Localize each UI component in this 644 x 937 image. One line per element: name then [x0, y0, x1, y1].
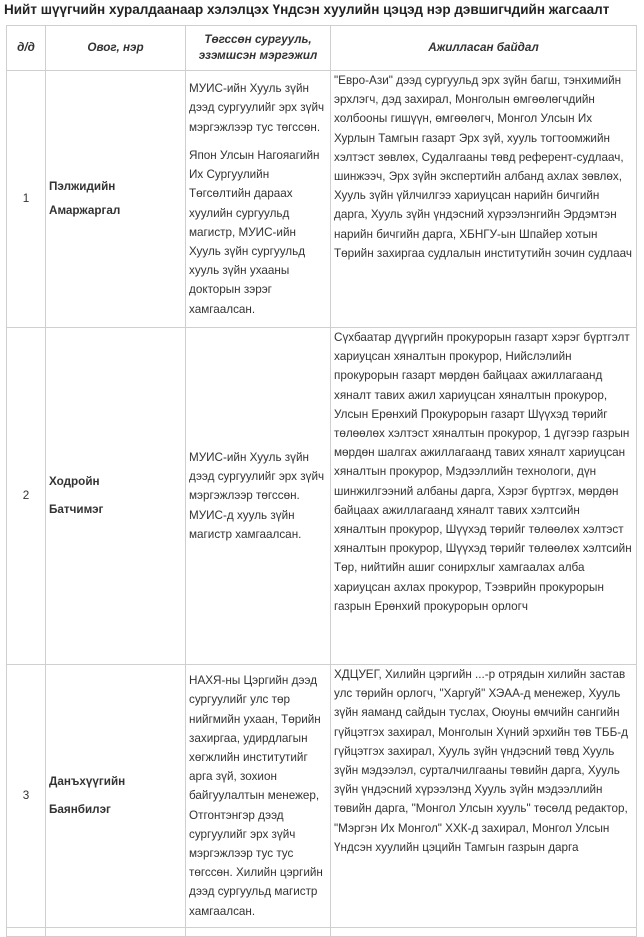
header-number: д/д — [7, 26, 46, 71]
candidate-name — [46, 328, 186, 665]
header-education: Төгссөн сургууль, эзэмшсэн мэргэжил — [186, 26, 331, 71]
table-row — [7, 71, 637, 328]
candidate-surname: Пэлжидийн — [49, 180, 116, 193]
education-text: МУИС-ийн Хууль зүйн дээд сургуулийг эрх зүйч мэргэжлээр тус төгссөн. — [189, 82, 325, 134]
candidate-given-name: Батчимэг — [49, 503, 104, 516]
header-name: Овог, нэр — [46, 26, 186, 71]
candidate-name — [46, 665, 186, 928]
work-history-text: Сүхбаатар дүүргийн прокурорын газарт хэрэг бүртгэлт хариуцсан хяналтын прокурор, Нийслэлийн прокурорын газарт мөрдөн байцаах ажиллагаанд хяналт тавих ажил хариуцсан хяналтын прокурор, Улсын Ерөнхий Прокурорын газарт Шүүхэд төрийг төлөөлөх хэлтэст хяналтын прокурор, 1 дүгээр газрын мөрдөн шалгах ажиллагаанд тавих хяналт хариуцсан хяналтын прокурор, Мэдээллийн технологи, дүн шинжилгээний албаны дарга, Хэрэг бүртгэх, мөрдөн байцаах ажиллагаанд хяналт тавих хэлтсийн хяналтын прокурор, Шүүхэд төрийг төлөөлөх хэлтэст хяналтын прокурор, Шүүхэд төрийг төлөөлөх хэлтсийн Төр, нийтийн ашиг сонирхлыг хамгаалах алба хариуцсан ахлах прокурор, Тээврийн прокурорын газрын Ерөнхий прокурорын орлогч — [331, 328, 637, 665]
education-cell — [186, 665, 331, 928]
candidate-given-name: Баянбилэг — [49, 803, 111, 816]
candidate-surname: Данъхүүгийн — [49, 775, 126, 788]
page-title: Нийт шүүгчийн хуралдаанаар хэлэлцэх Үндсэн хуулийн цэцэд нэр дэвшигчдийн жагсаалт — [4, 2, 610, 17]
table-row-partial — [7, 928, 637, 937]
row-number: 2 — [7, 328, 46, 665]
education-text: Япон Улсын Нагояагийн Их Сургуулийн Төгсөлтийн дараах хуулийн сургуульд магистр, МУИС-ийн Хууль зүйн сургуульд хууль зүйн ухааны докторын зэрэг хамгаалсан. — [189, 148, 320, 316]
education-cell — [186, 328, 331, 665]
candidate-surname: Ходройн — [49, 475, 100, 488]
work-history-text: "Евро-Ази" дээд сургуульд эрх зүйн багш, тэнхимийн эрхлэгч, дэд захирал, Монголын өмгөөлөгчдийн холбооны гишүүн, өмгөөлөгч, Монгол Улсын Их Хурлын Тамгын газарт Эрх зүй, хууль тогтоомжийн хэлтэст зөвлөх, Судалгааны төвд референт-судлаач, шинжээч, Эрх зүйн экспертийн албанд ахлах зөвлөх, Хууль зүйн үйлчилгээ хариуцсан нарийн бичгийн дарга, Хууль зүйн үндэсний хүрээлэнгийн Эрдэмтэн нарийн бичгийн дарга, ХБНГУ-ын Шпайер хотын Төрийн захиргаа судлалын институтийн зочин судлаач — [331, 71, 637, 328]
education-cell — [186, 71, 331, 328]
row-number: 1 — [7, 71, 46, 328]
candidate-given-name: Амаржаргал — [49, 204, 121, 217]
header-work-history: Ажилласан байдал — [331, 26, 637, 71]
row-number: 3 — [7, 665, 46, 928]
candidates-table — [6, 25, 637, 937]
candidate-name — [46, 71, 186, 328]
table-header-row — [7, 26, 637, 71]
education-text: НАХЯ-ны Цэргийн дээд сургуулийг улс төр нийгмийн ухаан, Төрийн захиргаа, удирдлагын хөгжлийн институтийг арга зүй, зохион байгуулалтын менежер, Отгонтэнгэр дээд сургуулийг эрх зүйч мэргэжлээр тус тус төгссөн. Хилийн цэргийн дээд сургуульд магистр хамгаалсан. — [189, 674, 323, 918]
education-text: МУИС-ийн Хууль зүйн дээд сургуулийг эрх зүйч мэргэжлээр төгссөн. МУИС-д хууль зүйн магистр хамгаалсан. — [189, 450, 325, 541]
table-row — [7, 665, 637, 928]
table-row — [7, 328, 637, 665]
work-history-text: ХДЦУЕГ, Хилийн цэргийн ...-р отрядын хилийн застав улс төрийн орлогч, "Харгуй" ХЭАА-д менежер, Хууль зүйн яаманд сайдын туслах, Оюуны өмчийн сангийн гүйцэтгэх захирал, Монголын Хүний эрхийн төв ТББ-д гүйцэтгэх захирал, Хууль зүйн үндэсний төвд Хууль зүйн мэдээлэл, сурталчилгааны төвийн дарга, Хууль зүйн үндэсний хүрээлэнд Хууль зүйн мэдээллийн төвийн дарга, "Монгол Улсын хууль" төсөлд редактор, "Мэргэн Их Монгол" ХХК-д захирал, Монгол Улсын Үндсэн хуулийн цэцийн Тамгын газрын дарга — [331, 665, 637, 928]
